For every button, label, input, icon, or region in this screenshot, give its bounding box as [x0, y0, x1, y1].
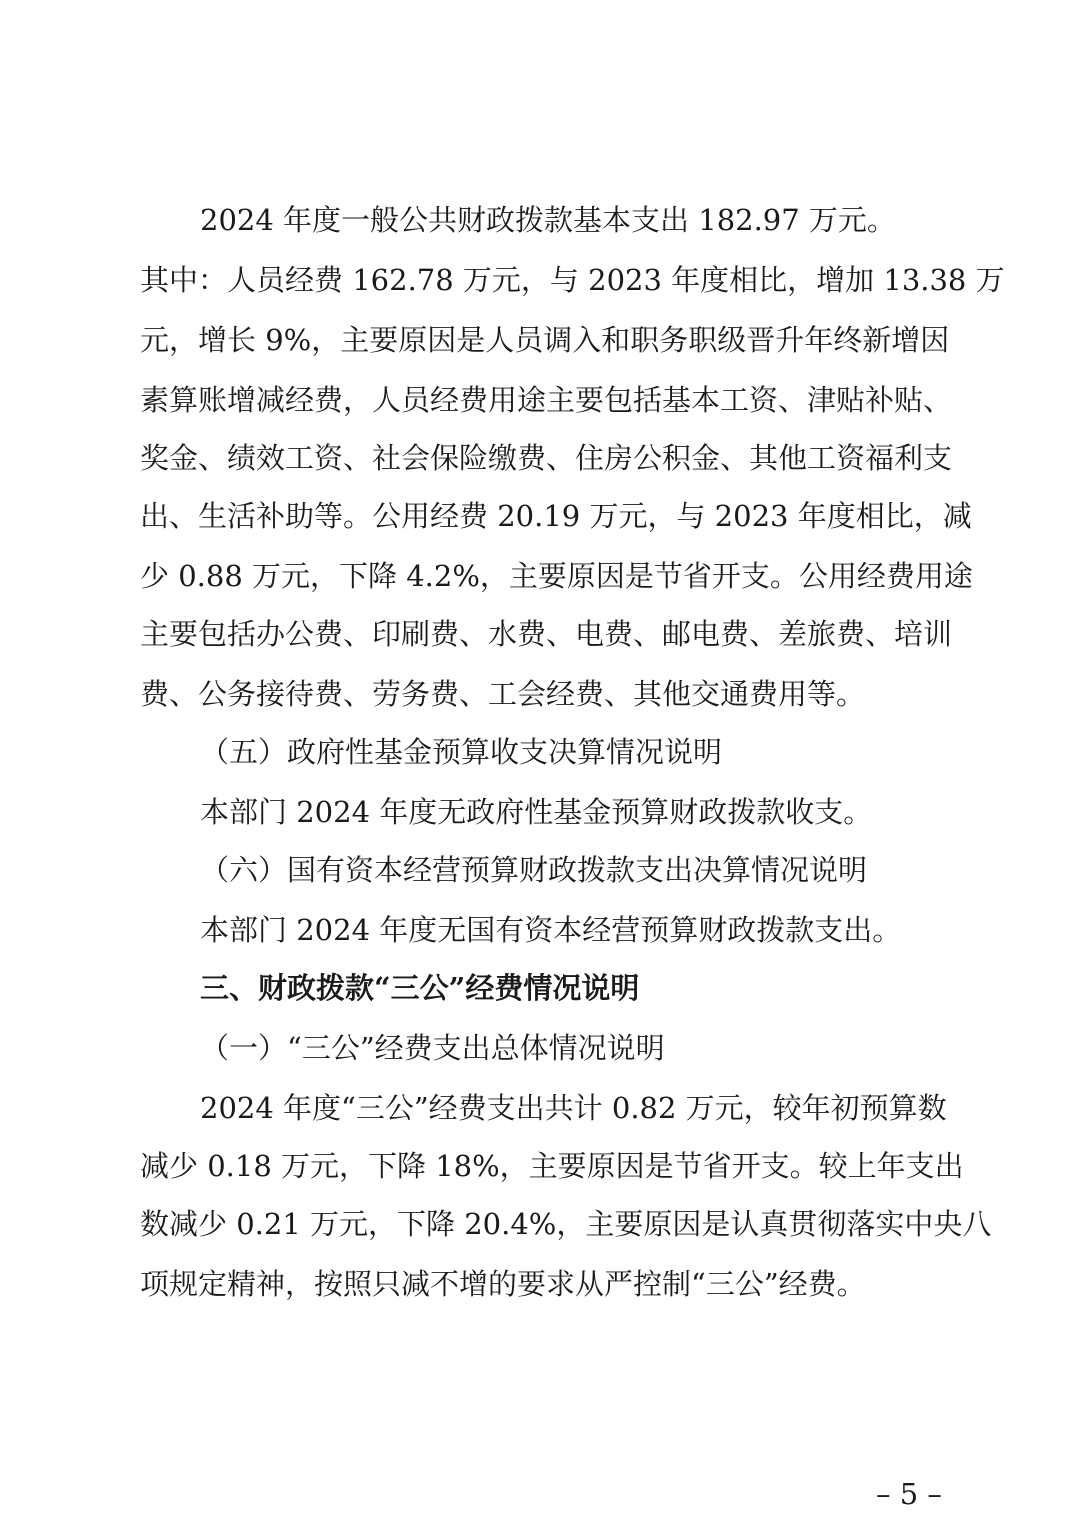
chapter-heading-3: 三、财政拨款“三公”经费情况说明 [200, 971, 640, 1005]
paragraph-line-17: 减少 0.18 万元，下降 18%，主要原因是节省开支。较上年支出 [140, 1149, 964, 1183]
paragraph-line-6: 出、生活补助等。公用经费 20.19 万元，与 2023 年度相比，减 [140, 499, 972, 533]
paragraph-line-19: 项规定精神，按照只减不增的要求从严控制“三公”经费。 [140, 1267, 866, 1301]
paragraph-line-8: 主要包括办公费、印刷费、水费、电费、邮电费、差旅费、培训 [140, 617, 953, 651]
paragraph-line-18: 数减少 0.21 万元，下降 20.4%，主要原因是认真贯彻落实中央八 [140, 1207, 992, 1241]
paragraph-line-7: 少 0.88 万元，下降 4.2%，主要原因是节省开支。公用经费用途 [140, 559, 973, 593]
paragraph-line-5: 奖金、绩效工资、社会保险缴费、住房公积金、其他工资福利支 [140, 441, 953, 475]
page-number: – 5 – [876, 1477, 942, 1511]
paragraph-line-4: 素算账增减经费，人员经费用途主要包括基本工资、津贴补贴、 [140, 383, 953, 417]
paragraph-line-3: 元，增长 9%，主要原因是人员调入和职务职级晋升年终新增因 [140, 323, 950, 357]
section-5-body: 本部门 2024 年度无政府性基金预算财政拨款收支。 [200, 795, 873, 829]
section-heading-5: （五）政府性基金预算收支决算情况说明 [200, 735, 723, 769]
paragraph-line-1: 2024 年度一般公共财政拨款基本支出 182.97 万元。 [200, 203, 896, 237]
section-heading-6: （六）国有资本经营预算财政拨款支出决算情况说明 [200, 853, 868, 887]
section-6-body: 本部门 2024 年度无国有资本经营预算财政拨款支出。 [200, 913, 902, 947]
paragraph-line-16: 2024 年度“三公”经费支出共计 0.82 万元，较年初预算数 [200, 1091, 947, 1125]
subsection-heading-1: （一）“三公”经费支出总体情况说明 [200, 1031, 665, 1065]
paragraph-line-9: 费、公务接待费、劳务费、工会经费、其他交通费用等。 [140, 677, 866, 711]
paragraph-line-2: 其中：人员经费 162.78 万元，与 2023 年度相比，增加 13.38 万 [140, 263, 1005, 297]
